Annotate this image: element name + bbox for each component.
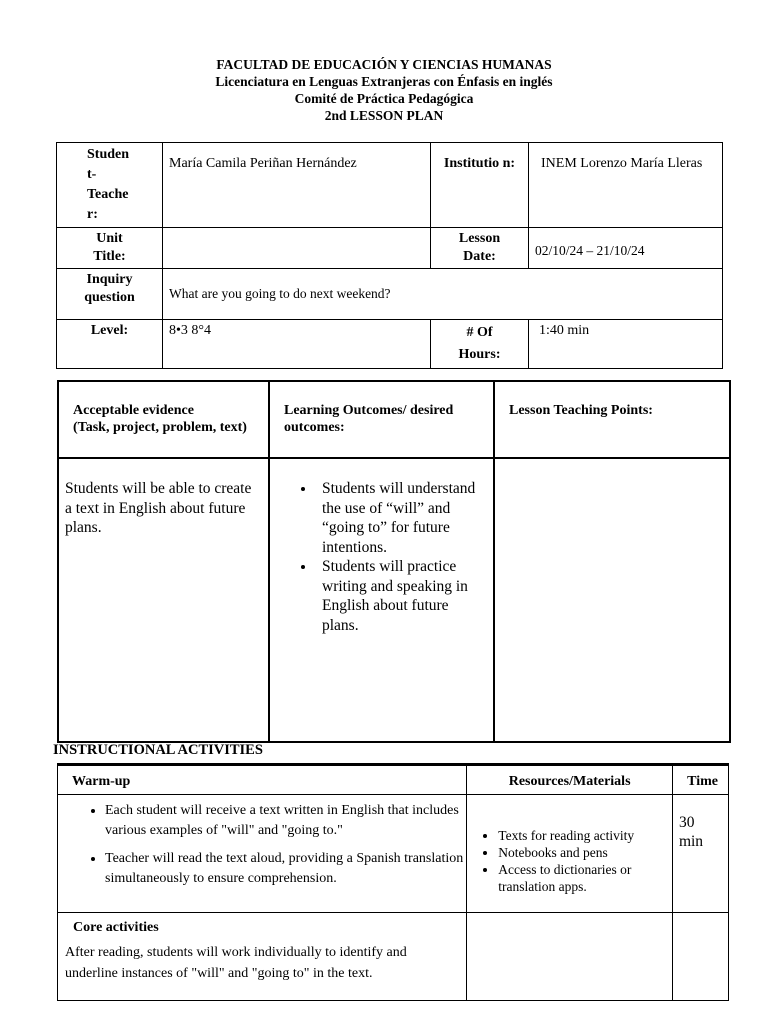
- warmup-list: [59, 801, 465, 889]
- level-value: 8•3 8°4: [163, 320, 431, 369]
- resource-item: • Access to dictionaries or translation apps.: [498, 861, 671, 895]
- resource-item: • Notebooks and pens: [498, 844, 671, 861]
- document-header: [0, 56, 768, 124]
- acceptable-evidence-header-line2: (Task, project, problem, text): [73, 420, 247, 435]
- institution-label: Institutio n:: [431, 143, 529, 228]
- institution-value: INEM Lorenzo María Lleras: [529, 143, 723, 228]
- hours-label: [431, 320, 529, 369]
- unit-title-label: [57, 228, 163, 269]
- student-teacher-label-text: Studen t- Teache r:: [87, 147, 130, 222]
- hours-value: 1:40 min: [529, 320, 723, 369]
- lesson-date-value: 02/10/24 – 21/10/24: [529, 228, 723, 269]
- info-table: [56, 142, 723, 369]
- acceptable-evidence-header-line1: Acceptable evidence: [73, 403, 194, 418]
- faculty-title: FACULTAD DE EDUCACIÓN Y CIENCIAS HUMANAS: [216, 57, 552, 72]
- resource-item: • Texts for reading activity: [498, 827, 671, 844]
- learning-outcome-item: • Students will understand the use of “will” and “going to” for future intentions.: [316, 479, 487, 557]
- warmup-item: • Each student will receive a text written in English that includes various examples of "will" and "going to.": [105, 801, 465, 841]
- instructional-activities-title: INSTRUCTIONAL ACTIVITIES: [53, 742, 263, 758]
- program-title: Licenciatura en Lenguas Extranjeras con Énfasis en inglés: [215, 74, 553, 89]
- level-label: Level:: [57, 320, 163, 369]
- time-header: Time: [672, 765, 728, 795]
- learning-outcome-item: • Students will practice writing and speaking in English about future plans.: [316, 557, 487, 635]
- inquiry-question-label: Inquiry question: [57, 269, 163, 320]
- acceptable-evidence-header: [58, 381, 269, 458]
- warmup-time-text: 30 min: [678, 814, 704, 850]
- core-activities-title: Core activities: [73, 920, 159, 935]
- resources-header: Resources/Materials: [467, 765, 673, 795]
- warmup-cell: [58, 795, 467, 913]
- warmup-header: Warm-up: [58, 765, 467, 795]
- warmup-item: • Teacher will read the text aloud, providing a Spanish translation simultaneously to ensure comprehension.: [105, 849, 465, 889]
- teaching-points-value: [494, 458, 730, 742]
- unit-title-label-text: Unit Title:: [93, 231, 126, 264]
- resources-list: [468, 827, 671, 895]
- student-teacher-label: [57, 143, 163, 228]
- learning-outcomes-cell: [269, 458, 494, 742]
- lesson-date-label: [431, 228, 529, 269]
- activities-table: [57, 763, 729, 1001]
- learning-outcomes-header: Learning Outcomes/ desired outcomes:: [269, 381, 494, 458]
- acceptable-evidence-text: Students will be able to create a text in English about future plans.: [58, 458, 269, 742]
- committee-title: Comité de Práctica Pedagógica: [294, 91, 474, 106]
- core-time-cell: [672, 913, 728, 1001]
- learning-outcomes-list: [270, 479, 487, 635]
- resources-cell: [467, 795, 673, 913]
- teaching-points-header: Lesson Teaching Points:: [494, 381, 730, 458]
- outcomes-table: [57, 380, 731, 743]
- core-activities-cell: [58, 913, 467, 1001]
- hours-label-text: # Of Hours:: [458, 325, 501, 362]
- lesson-date-label-text: Lesson Date:: [458, 231, 501, 264]
- warmup-time: [672, 795, 728, 913]
- lesson-plan-title: 2nd LESSON PLAN: [324, 108, 444, 123]
- inquiry-question-value: What are you going to do next weekend?: [163, 269, 723, 320]
- unit-title-value: [163, 228, 431, 269]
- student-teacher-value: María Camila Periñan Hernández: [163, 143, 431, 228]
- core-resources-cell: [467, 913, 673, 1001]
- core-activities-text: After reading, students will work individually to identify and underline instances of "will" and "going to" in the text.: [65, 945, 407, 981]
